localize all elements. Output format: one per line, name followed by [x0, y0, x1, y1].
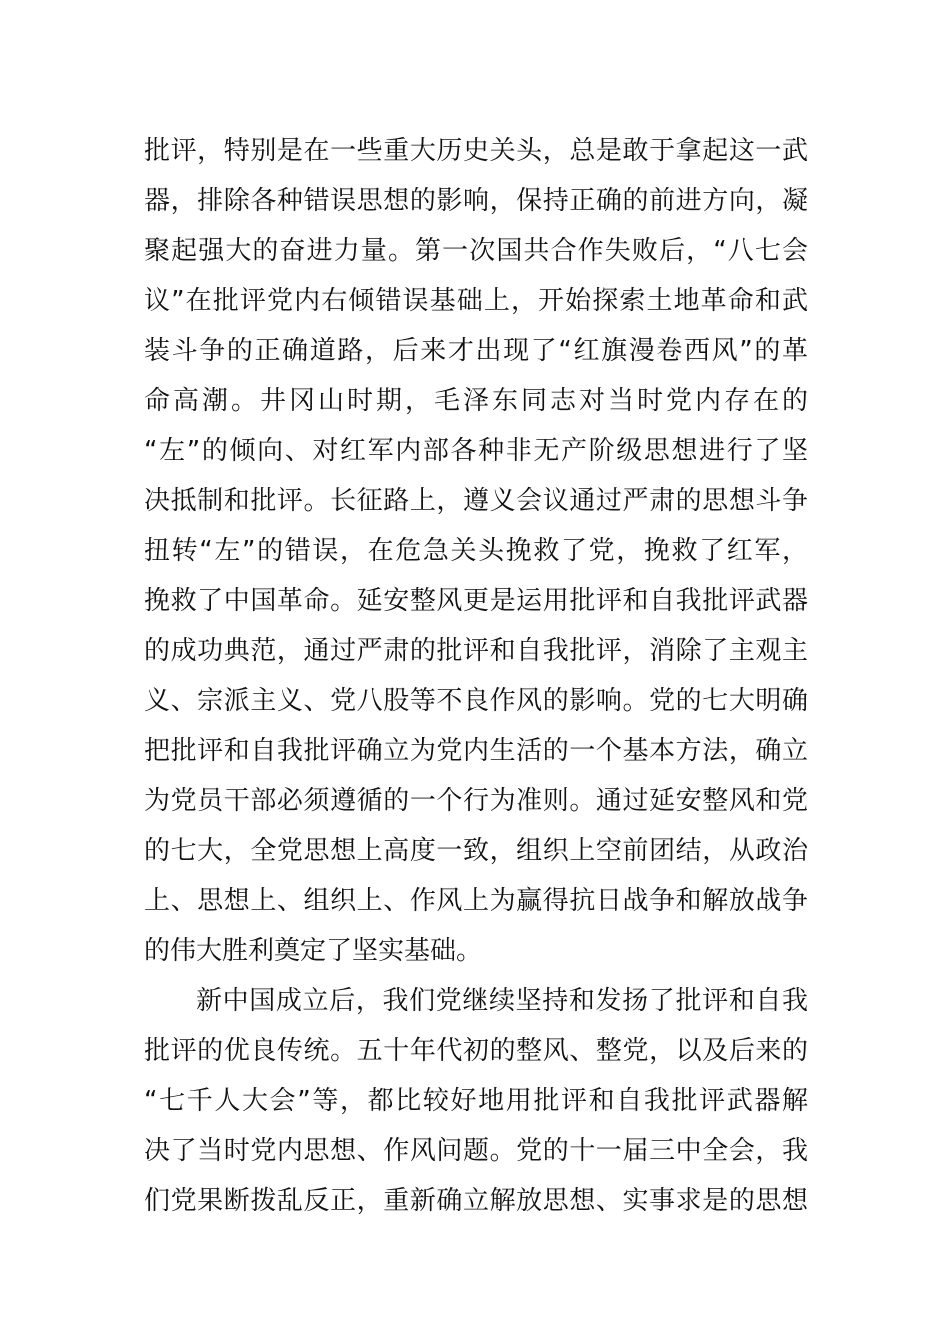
text-line: 们党果断拨乱反正，重新确立解放思想、实事求是的思想 [144, 1186, 808, 1216]
text-line: 命高潮。井冈山时期，毛泽东同志对当时党内存在的 [144, 386, 808, 416]
text-line: 扭转“左”的错误，在危急关头挽救了党，挽救了红军， [144, 536, 808, 566]
text-line: 聚起强大的奋进力量。第一次国共合作失败后，“八七会 [144, 236, 808, 266]
text-line: 的七大，全党思想上高度一致，组织上空前团结，从政治 [144, 836, 808, 866]
text-line: 把批评和自我批评确立为党内生活的一个基本方法，确立 [144, 736, 808, 766]
text-line: 器，排除各种错误思想的影响，保持正确的前进方向，凝 [144, 186, 808, 216]
text-line: 决了当时党内思想、作风问题。党的十一届三中全会，我 [144, 1136, 808, 1166]
text-line: 义、宗派主义、党八股等不良作风的影响。党的七大明确 [144, 686, 808, 716]
text-line: 议”在批评党内右倾错误基础上，开始探索土地革命和武 [144, 286, 808, 316]
text-line: 决抵制和批评。长征路上，遵义会议通过严肃的思想斗争 [144, 486, 808, 516]
text-line: “左”的倾向、对红军内部各种非无产阶级思想进行了坚 [144, 436, 808, 466]
text-line: 的成功典范，通过严肃的批评和自我批评，消除了主观主 [144, 636, 808, 666]
text-line: 批评的优良传统。五十年代初的整风、整党，以及后来的 [144, 1036, 808, 1066]
paragraph-end-line: 的伟大胜利奠定了坚实基础。 [144, 936, 483, 966]
text-line: 装斗争的正确道路，后来才出现了“红旗漫卷西风”的革 [144, 336, 808, 366]
text-line: 挽救了中国革命。延安整风更是运用批评和自我批评武器 [144, 586, 808, 616]
text-line: “七千人大会”等，都比较好地用批评和自我批评武器解 [144, 1086, 808, 1116]
text-line: 为党员干部必须遵循的一个行为准则。通过延安整风和党 [144, 786, 808, 816]
body-text [144, 126, 808, 1226]
paragraph-start-line: 新中国成立后，我们党继续坚持和发扬了批评和自我 [196, 986, 808, 1016]
text-line: 上、思想上、组织上、作风上为赢得抗日战争和解放战争 [144, 886, 808, 916]
text-line: 批评，特别是在一些重大历史关头，总是敢于拿起这一武 [144, 136, 808, 166]
